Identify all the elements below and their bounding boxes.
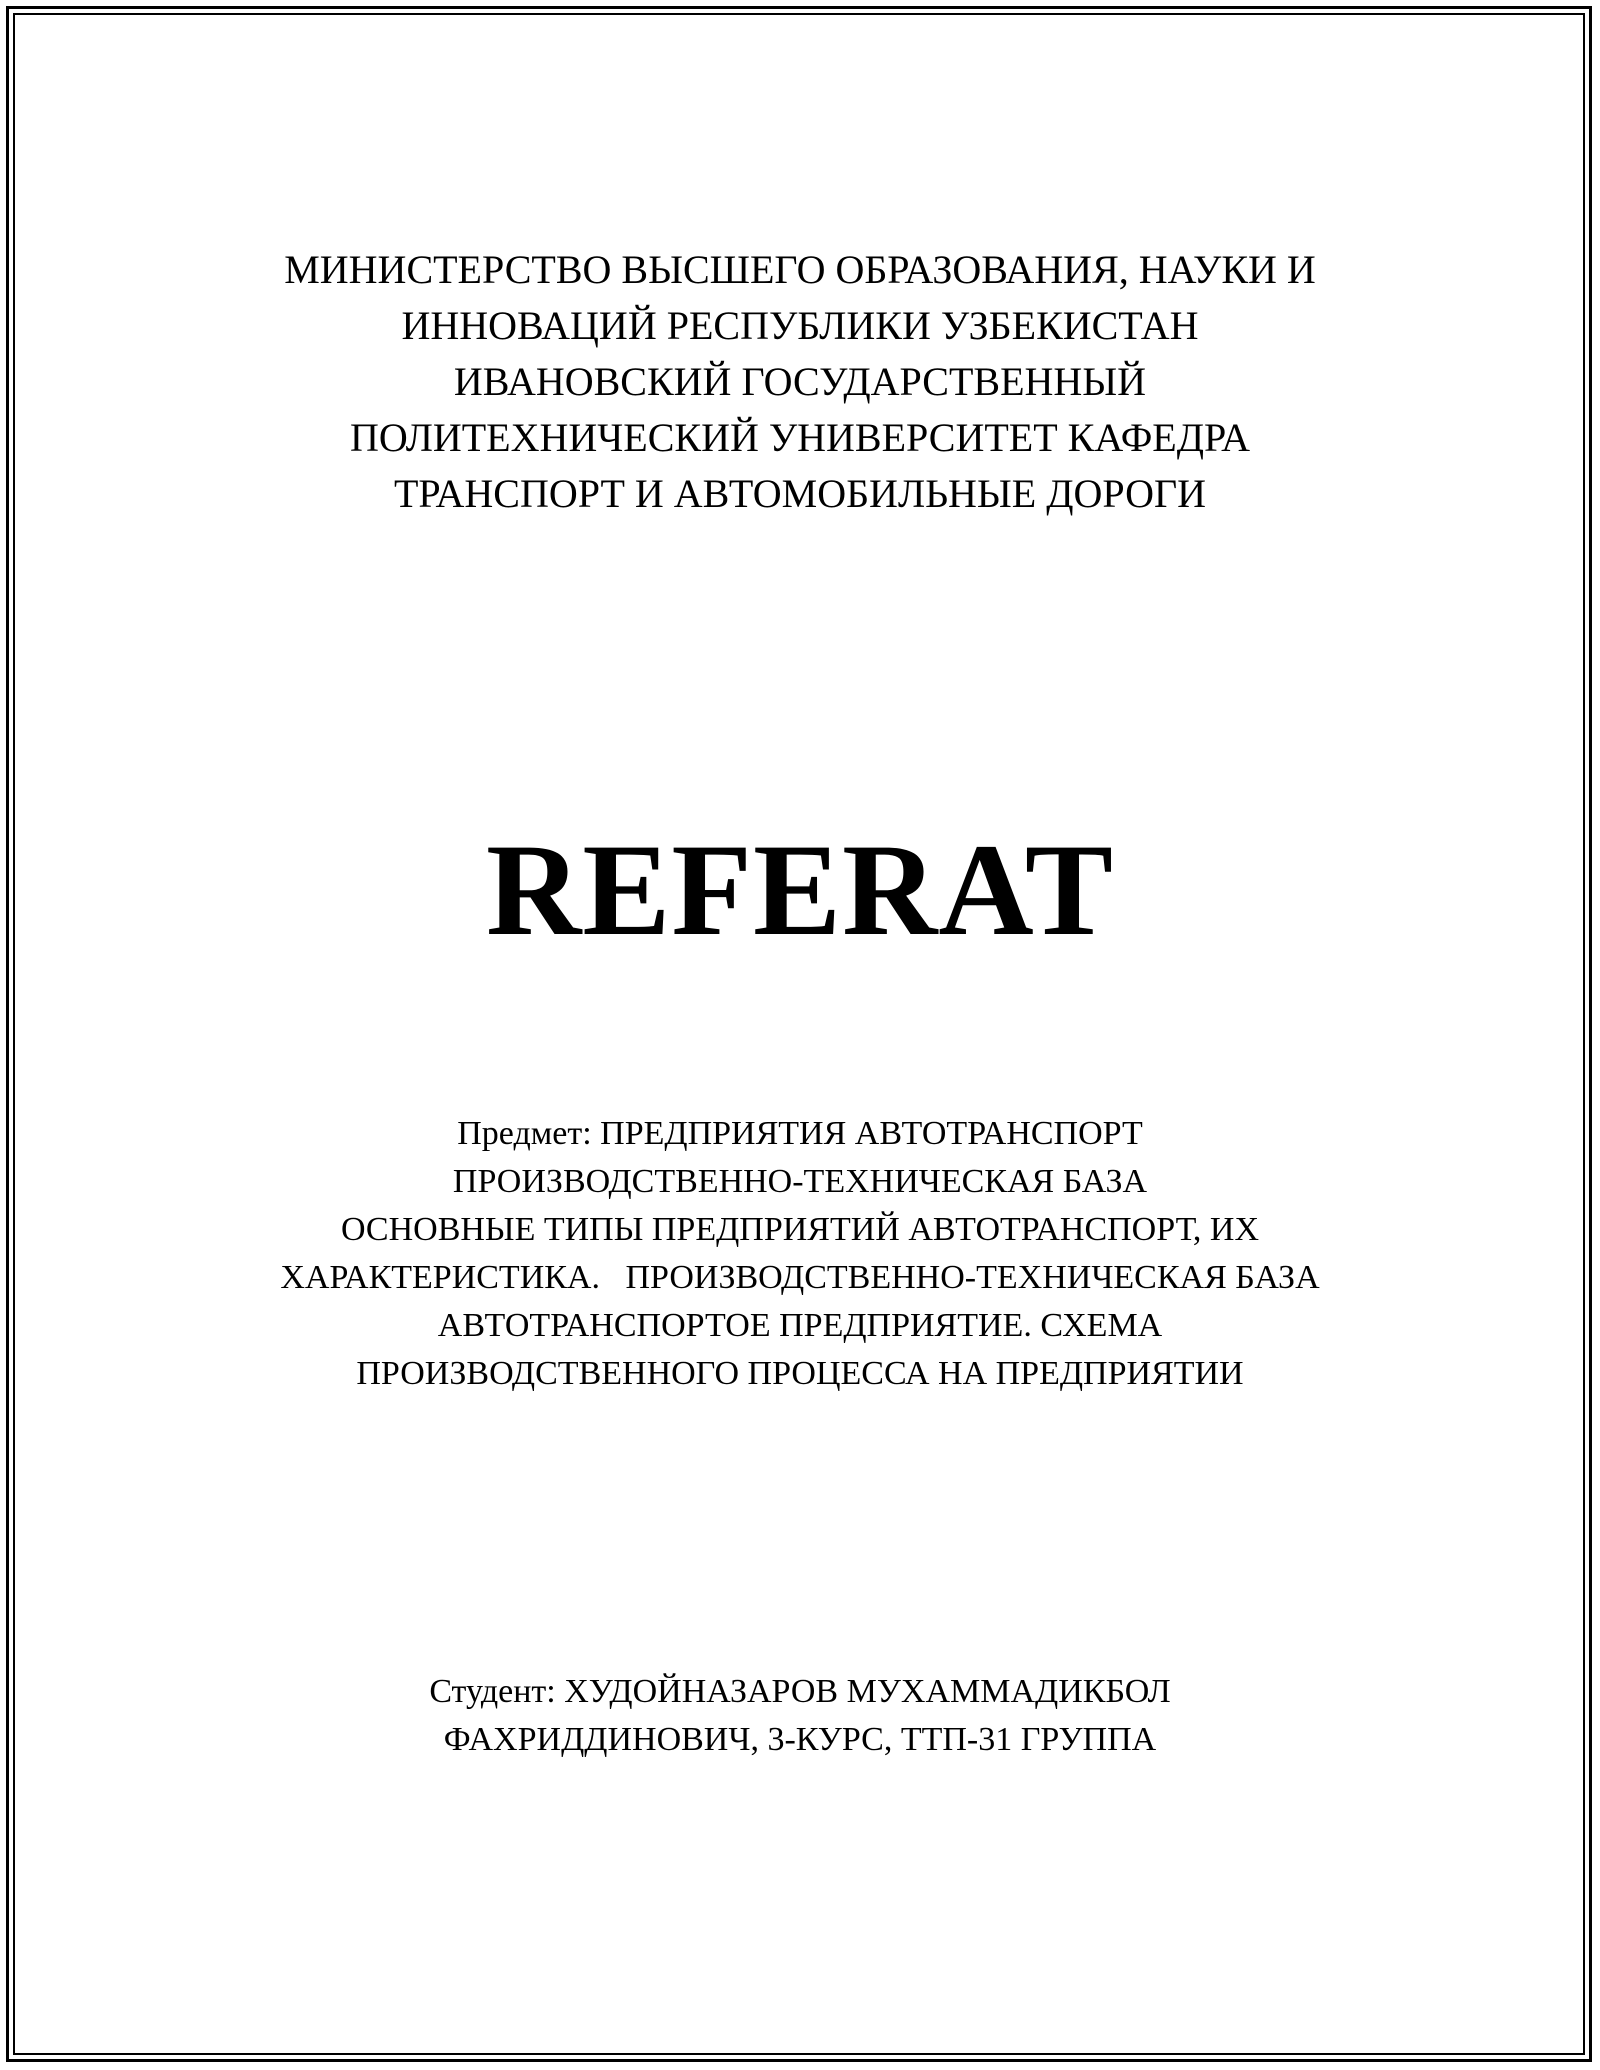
document-title: REFERAT [486, 816, 1114, 963]
subject-block [0, 1110, 1600, 1398]
subject-line: АВТОТРАНСПОРТОЕ ПРЕДПРИЯТИЕ. СХЕМА [437, 1307, 1163, 1344]
header-line: МИНИСТЕРСТВО ВЫСШЕГО ОБРАЗОВАНИЯ, НАУКИ И [284, 247, 1316, 292]
subject-line: ОСНОВНЫЕ ТИПЫ ПРЕДПРИЯТИЙ АВТОТРАНСПОРТ, ИХ [340, 1211, 1260, 1248]
header-line: ИННОВАЦИЙ РЕСПУБЛИКИ УЗБЕКИСТАН [401, 303, 1199, 348]
institution-header [0, 242, 1600, 522]
subject-line: ПРОИЗВОДСТВЕННО-ТЕХНИЧЕСКАЯ БАЗА [452, 1163, 1148, 1200]
student-line: Студент: ХУДОЙНАЗАРОВ МУХАММАДИКБОЛ [429, 1673, 1171, 1710]
subject-line: Предмет: ПРЕДПРИЯТИЯ АВТОТРАНСПОРТ [457, 1115, 1143, 1152]
header-line: ПОЛИТЕХНИЧЕСКИЙ УНИВЕРСИТЕТ КАФЕДРА [349, 415, 1251, 460]
subject-line: ХАРАКТЕРИСТИКА. ПРОИЗВОДСТВЕННО-ТЕХНИЧЕСКАЯ БАЗА [280, 1259, 1320, 1296]
header-line: ТРАНСПОРТ И АВТОМОБИЛЬНЫЕ ДОРОГИ [393, 471, 1207, 516]
student-block [0, 1668, 1600, 1764]
header-line: ИВАНОВСКИЙ ГОСУДАРСТВЕННЫЙ [453, 359, 1147, 404]
student-line: ФАХРИДДИНОВИЧ, 3-КУРС, ТТП-31 ГРУППА [443, 1721, 1157, 1758]
subject-line: ПРОИЗВОДСТВЕННОГО ПРОЦЕССА НА ПРЕДПРИЯТИИ [356, 1355, 1244, 1392]
